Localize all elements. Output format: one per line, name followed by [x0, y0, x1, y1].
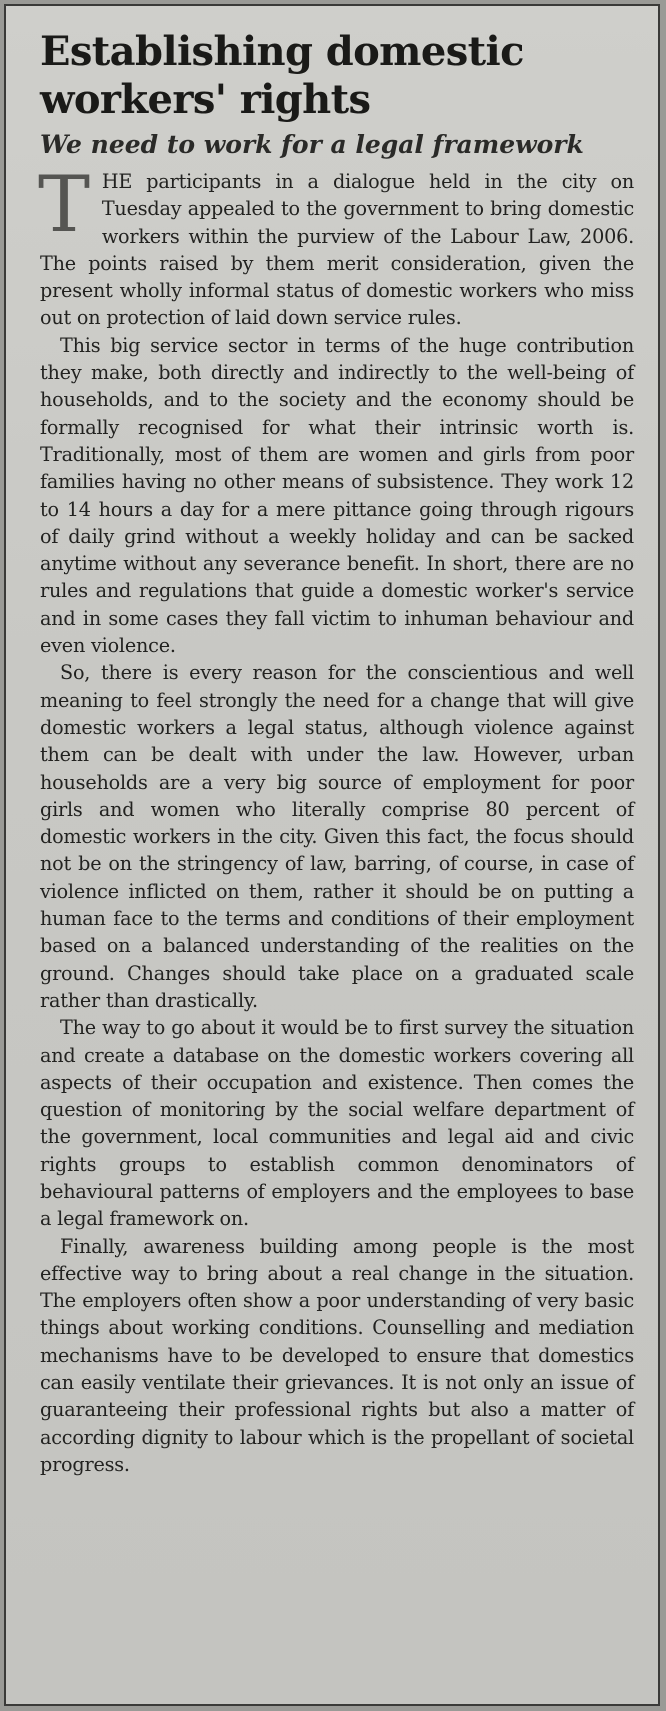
article-paragraph-1 [38, 160, 634, 332]
article-paragraph-2: This big service sector in terms of the huge contribution they make, both directly and indirectly to the well-being of households, and to the society and the economy should be formally recognised for what their intrinsic worth is. Traditionally, most of them are women and girls from poor families having no other means of subsistence. They work 12 to 14 hours a day for a mere pittance going through rigours of daily grind without a weekly holiday and can be sacked anytime without any severance benefit. In short, there are no rules and regulations that guide a domestic worker's service and in some cases they fall victim to inhuman behaviour and even violence. [40, 333, 634, 658]
article-paragraph-4: The way to go about it would be to first survey the situation and create a database on the domestic workers covering all aspects of their occupation and existence. Then comes the question of monitoring by the social welfare department of the government, local communities and legal aid and civic rights groups to establish common denominators of behavioural patterns of employers and the employees to base a legal framework on. [40, 1016, 634, 1231]
article-subheadline: We need to work for a legal framework [40, 130, 584, 159]
article-paragraph-3: So, there is every reason for the conscientious and well meaning to feel strongly the need for a change that will give domestic workers a legal status, although violence against them can be dealt with under the law. However, urban households are a very big source of employment for poor girls and women who literally comprise 80 percent of domestic workers in the city. Given this fact, the focus should not be on the stringency of law, barring, of course, in case of violence inflicted on them, rather it should be on putting a human face to the terms and conditions of their employment based on a balanced understanding of the realities on the ground. Changes should take place on a graduated scale rather than drastically. [40, 661, 634, 1012]
article-body [38, 160, 634, 1478]
article-headline: Establishing domestic workers' rights [40, 28, 524, 123]
paragraph-1-text: HE participants in a dialogue held in the city on Tuesday appealed to the government to bring domestic workers within the purview of the Labour Law, 2006. The points raised by them merit consideration, given the present wholly informal status of domestic workers who miss out on protection of laid down service rules. [40, 170, 634, 330]
editorial-article [40, 28, 634, 1478]
article-paragraph-5: Finally, awareness building among people is the most effective way to bring about a real change in the situation. The employers often show a poor understanding of very basic things about working conditions. Counselling and mediation mechanisms have to be developed to ensure that domestics can easily ventilate their grievances. It is not only an issue of guaranteeing their professional rights but also a matter of according dignity to labour which is the propellant of societal progress. [40, 1234, 634, 1476]
newspaper-clipping [4, 4, 660, 1706]
drop-cap: T [38, 160, 90, 250]
